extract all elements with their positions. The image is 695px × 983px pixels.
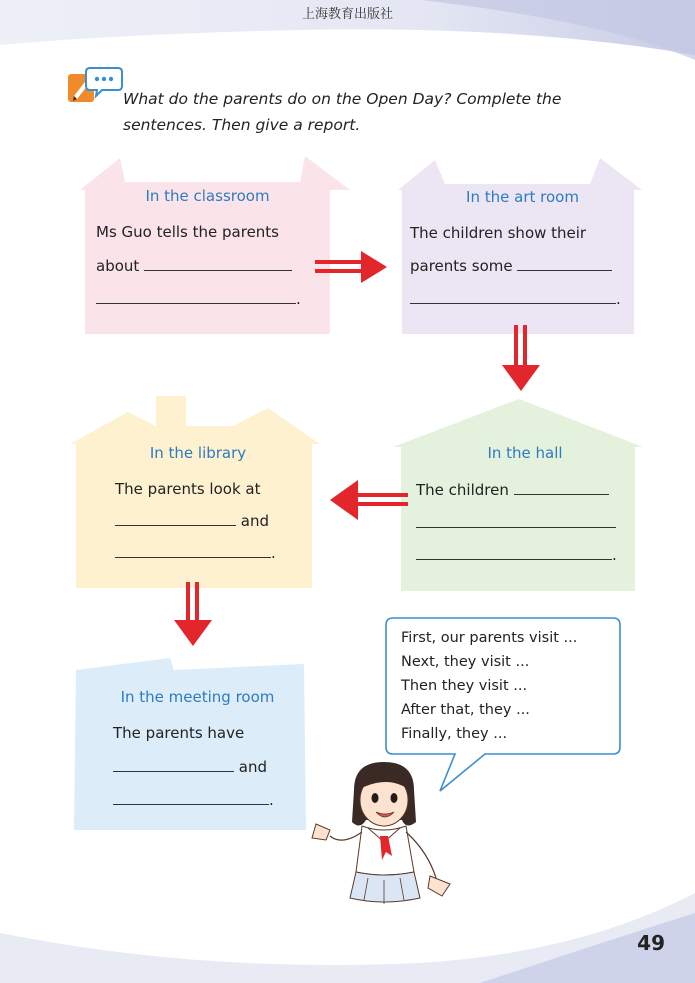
- hall-title: In the hall: [487, 444, 563, 462]
- report-line-4: After that, they ...: [401, 702, 530, 718]
- classroom-house: [65, 150, 355, 340]
- hall-line-3: [416, 545, 617, 564]
- report-line-3: Then they visit ...: [401, 678, 528, 694]
- arrow-right-icon: [315, 247, 390, 287]
- art-room-line-3: [410, 289, 621, 308]
- art-room-house: [390, 150, 650, 340]
- arrow-left-icon: [328, 478, 408, 522]
- instruction-text: [123, 86, 643, 138]
- hall-blank-2[interactable]: [416, 513, 616, 528]
- library-and-text: and: [240, 512, 270, 530]
- meeting-room-line-1: The parents have: [113, 724, 245, 742]
- meeting-room-line-3: [113, 790, 274, 809]
- art-room-title: In the art room: [466, 188, 579, 206]
- hall-blank-3[interactable]: [416, 545, 612, 560]
- classroom-blank-1[interactable]: [144, 256, 292, 271]
- instruction-line-1: What do the parents do on the Open Day? Complete the: [123, 90, 562, 108]
- instruction-line-2: sentences. Then give a report.: [123, 116, 361, 134]
- classroom-period: .: [296, 290, 301, 308]
- speech-pencil-icon: [66, 64, 124, 108]
- girl-illustration: [306, 760, 466, 915]
- report-line-5: Finally, they ...: [401, 726, 508, 742]
- art-room-parents-text: parents some: [410, 257, 513, 275]
- hall-children-text: The children: [416, 481, 509, 499]
- meeting-room-blank-2[interactable]: [113, 790, 269, 805]
- classroom-line-1: Ms Guo tells the parents: [96, 223, 279, 241]
- library-blank-1[interactable]: [115, 511, 236, 526]
- arrow-down-2-icon: [172, 582, 214, 650]
- hall-line-1: [416, 480, 609, 499]
- library-line-3: [115, 543, 276, 562]
- meeting-room-period: .: [269, 791, 274, 809]
- arrow-down-icon: [500, 325, 542, 393]
- hall-blank-1[interactable]: [514, 480, 609, 495]
- library-title: In the library: [149, 444, 247, 462]
- classroom-line-2: [96, 256, 292, 275]
- art-room-period: .: [616, 290, 621, 308]
- art-room-blank-1[interactable]: [517, 256, 612, 271]
- hall-period: .: [612, 546, 617, 564]
- meeting-room-title: In the meeting room: [120, 688, 275, 706]
- library-blank-2[interactable]: [115, 543, 271, 558]
- publisher-name: 上海教育出版社: [301, 7, 393, 22]
- classroom-line-3: [96, 289, 301, 308]
- meeting-room-blank-1[interactable]: [113, 757, 234, 772]
- art-room-line-1: The children show their: [410, 224, 587, 242]
- meeting-room-and-text: and: [238, 758, 268, 776]
- library-line-1: The parents look at: [115, 480, 261, 498]
- classroom-blank-2[interactable]: [96, 289, 296, 304]
- art-room-line-2: [410, 256, 612, 275]
- page-number: 49: [637, 931, 665, 955]
- library-period: .: [271, 544, 276, 562]
- art-room-blank-2[interactable]: [410, 289, 616, 304]
- report-line-2: Next, they visit ...: [401, 654, 530, 670]
- report-lines: [401, 626, 577, 746]
- hall-line-2: [416, 513, 616, 532]
- meeting-room-line-2: [113, 757, 267, 776]
- classroom-title: In the classroom: [145, 187, 270, 205]
- classroom-about-text: about: [96, 257, 140, 275]
- report-line-1: First, our parents visit ...: [401, 630, 578, 646]
- library-line-2: [115, 511, 269, 530]
